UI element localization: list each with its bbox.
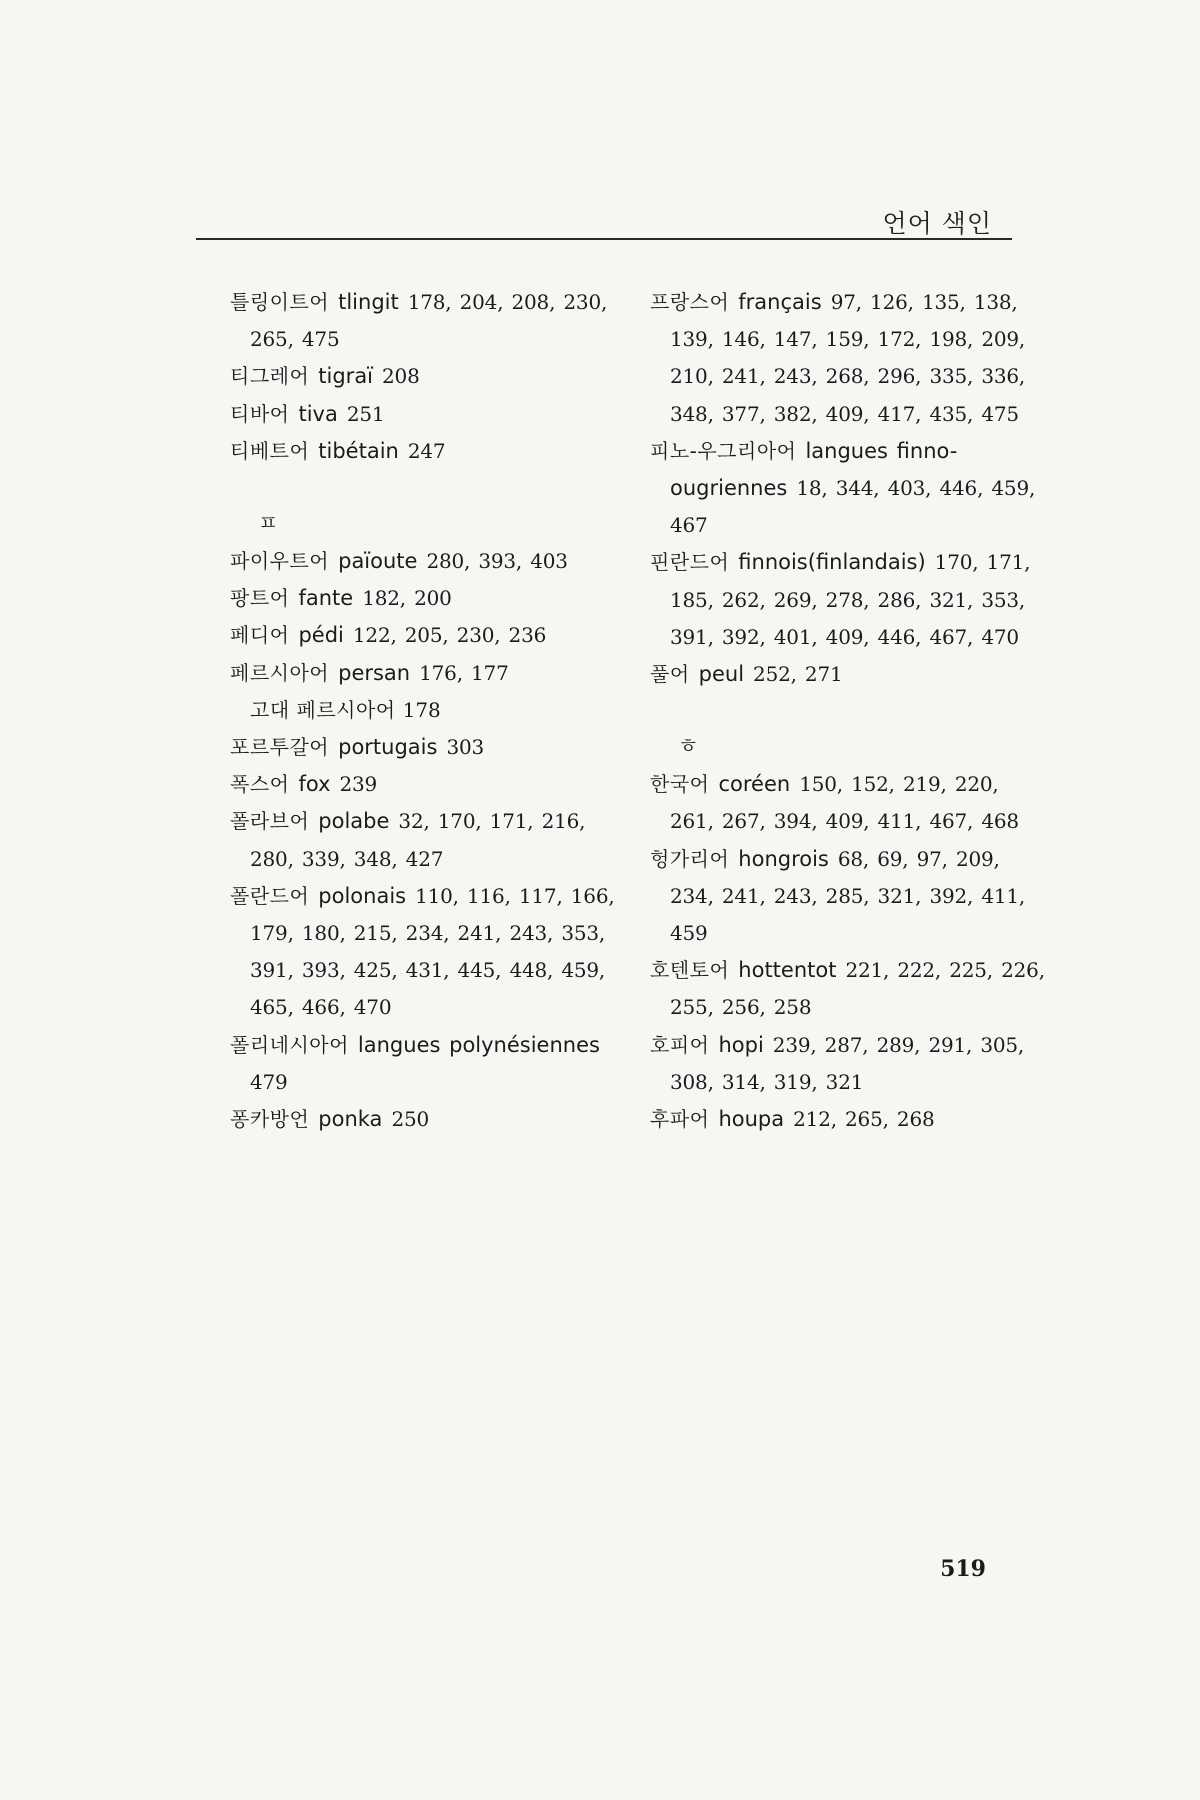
entry-korean: 헝가리어 <box>650 846 730 871</box>
entry-pages: 178, 204, 208, 230, 265, 475 <box>250 290 608 352</box>
index-entry <box>230 655 625 692</box>
index-entry <box>230 1027 625 1101</box>
entry-french: peul <box>698 662 745 687</box>
entry-pages: 110, 116, 117, 166, 179, 180, 215, 234, 241, 243, 353, 391, 393, 425, 431, 445, 448, 459, 465, 466, 470 <box>250 883 615 1020</box>
index-entry <box>230 580 625 617</box>
index-column-right <box>650 284 1045 1138</box>
entry-korean: 티베트어 <box>230 438 310 463</box>
index-entry <box>650 656 1045 693</box>
index-entry <box>230 396 625 433</box>
entry-french: finnois(finlandais) <box>738 550 926 575</box>
index-entry <box>650 952 1045 1026</box>
entry-pages: 150, 152, 219, 220, 261, 267, 394, 409, 411, 467, 468 <box>670 772 1019 834</box>
entry-korean: 퐁카방언 <box>230 1107 310 1132</box>
entry-pages: 208 <box>382 364 420 389</box>
entry-korean: 티그레어 <box>230 364 310 389</box>
entry-korean: 후파어 <box>650 1107 710 1132</box>
header-rule <box>196 238 1012 240</box>
index-entry <box>230 878 625 1027</box>
entry-pages: 176, 177 <box>419 660 509 685</box>
entry-korean: 풀어 <box>650 662 690 687</box>
index-entry <box>650 1101 1045 1138</box>
entry-french: polonais <box>318 883 407 908</box>
index-entry <box>230 543 625 580</box>
entry-pages: 479 <box>250 1069 288 1094</box>
entry-french: fante <box>298 586 354 611</box>
entry-french: français <box>738 290 822 314</box>
entry-pages: 239, 287, 289, 291, 305, 308, 314, 319, 321 <box>670 1032 1025 1094</box>
entry-french: persan <box>338 660 411 685</box>
entry-pages: 252, 271 <box>753 662 843 687</box>
index-entry <box>230 803 625 877</box>
entry-korean: 폴리네시아어 <box>230 1032 349 1057</box>
entry-pages: 221, 222, 225, 226, 255, 256, 258 <box>670 958 1045 1020</box>
entry-french: coréen <box>718 772 791 797</box>
entry-french: hopi <box>718 1032 764 1057</box>
sub-entry-pages: 178 <box>402 697 441 722</box>
entry-french: hongrois <box>738 846 829 871</box>
index-entry <box>230 766 625 803</box>
index-sub-entry <box>230 692 625 729</box>
entry-korean: 틀링이트어 <box>230 290 330 314</box>
index-entry <box>650 766 1045 840</box>
index-entry <box>230 358 625 395</box>
index-entry <box>230 617 625 654</box>
entry-pages: 170, 171, 185, 262, 269, 278, 286, 321, 353, 391, 392, 401, 409, 446, 467, 470 <box>670 550 1031 649</box>
entry-french: fox <box>298 772 331 797</box>
entry-french: tiva <box>298 401 338 426</box>
entry-pages: 32, 170, 171, 216, 280, 339, 348, 427 <box>250 809 586 871</box>
entry-korean: 폭스어 <box>230 772 290 797</box>
index-entry <box>650 841 1045 953</box>
entry-french: pédi <box>298 623 344 648</box>
entry-french: langues polynésiennes <box>357 1032 600 1057</box>
entry-pages: 97, 126, 135, 138, 139, 146, 147, 159, 172, 198, 209, 210, 241, 243, 268, 296, 335, 336, 348, 377, 382, 409, 417, 435, 475 <box>670 290 1026 426</box>
index-column-left <box>230 284 625 1138</box>
entry-french: portugais <box>338 735 438 760</box>
entry-pages: 212, 265, 268 <box>793 1107 935 1132</box>
index-entry <box>650 284 1045 433</box>
entry-french: houpa <box>718 1107 785 1132</box>
entry-pages: 68, 69, 97, 209, 234, 241, 243, 285, 321, 392, 411, 459 <box>670 846 1026 946</box>
section-heading-p: ㅍ <box>258 511 279 536</box>
sub-entry-korean: 고대 페르시아어 <box>250 697 396 722</box>
entry-korean: 호텐토어 <box>650 958 730 983</box>
entry-pages: 239 <box>339 772 378 797</box>
entry-korean: 파이우트어 <box>230 549 330 574</box>
entry-korean: 페디어 <box>230 623 290 648</box>
entry-korean: 폴란드어 <box>230 883 310 908</box>
entry-french: langues finno-ougriennes <box>670 438 958 501</box>
entry-french: tlingit <box>338 290 399 314</box>
entry-french: polabe <box>318 809 390 834</box>
entry-french: hottentot <box>738 958 837 983</box>
index-entry <box>230 433 625 470</box>
entry-pages: 303 <box>446 735 485 760</box>
entry-pages: 122, 205, 230, 236 <box>352 623 547 648</box>
page-number: 519 <box>940 1556 986 1582</box>
entry-french: tigraï <box>318 364 374 389</box>
index-entry <box>650 433 1045 545</box>
index-entry <box>230 729 625 766</box>
entry-french: tibétain <box>318 438 399 463</box>
entry-pages: 247 <box>407 438 446 463</box>
section-heading-h: ㅎ <box>678 734 699 759</box>
index-entry <box>650 544 1045 656</box>
entry-korean: 팡트어 <box>230 586 290 611</box>
running-header-title: 언어 색인 <box>882 209 992 238</box>
entry-french: ponka <box>318 1107 383 1132</box>
entry-korean: 프랑스어 <box>650 290 730 314</box>
entry-korean: 한국어 <box>650 772 710 797</box>
entry-pages: 18, 344, 403, 446, 459, 467 <box>670 476 1036 538</box>
entry-korean: 페르시아어 <box>230 660 330 685</box>
entry-pages: 250 <box>391 1107 430 1132</box>
entry-korean: 피노-우그리아어 <box>650 438 797 463</box>
entry-pages: 182, 200 <box>362 586 452 611</box>
entry-french: païoute <box>338 549 418 574</box>
index-entry <box>230 1101 625 1138</box>
entry-korean: 핀란드어 <box>650 550 730 575</box>
entry-korean: 폴라브어 <box>230 809 310 834</box>
index-entry <box>650 1027 1045 1101</box>
entry-korean: 호피어 <box>650 1032 710 1057</box>
entry-pages: 280, 393, 403 <box>426 549 568 574</box>
index-entry <box>230 284 625 358</box>
entry-korean: 포르투갈어 <box>230 735 330 760</box>
entry-pages: 251 <box>346 401 385 426</box>
entry-korean: 티바어 <box>230 401 290 426</box>
